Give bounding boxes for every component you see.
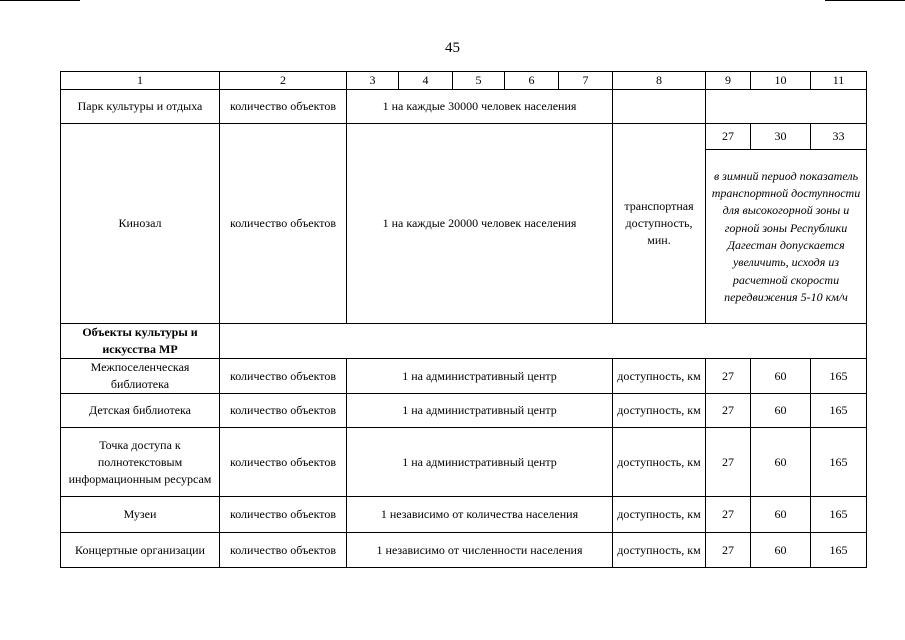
table-row — [61, 394, 867, 428]
row-name: Концертные организации — [61, 533, 220, 568]
row-norm: 1 на каждые 20000 человек населения — [347, 124, 613, 324]
column-header: 1 — [61, 72, 220, 90]
row-name: Точка доступа к полнотекстовым информационным ресурсам — [61, 428, 220, 497]
column-header: 3 — [347, 72, 399, 90]
empty-cell — [220, 324, 867, 359]
row-value-9: 27 — [706, 124, 751, 150]
row-value-9: 27 — [706, 428, 751, 497]
row-indicator: количество объектов — [220, 359, 347, 394]
row-indicator: количество объектов — [220, 394, 347, 428]
row-value-10: 60 — [751, 533, 811, 568]
row-value-9: 27 — [706, 497, 751, 533]
cinema-note-text: в зимний период показатель транспортной доступности для высокогорной зоны и горной зоны Республики Дагестан допускается увеличить, исходя из расчетной скорости передвижения 5-10 км/ч — [711, 168, 861, 304]
column-header: 11 — [811, 72, 867, 90]
column-header: 6 — [505, 72, 559, 90]
row-norm: 1 на административный центр — [347, 359, 613, 394]
row-access-label: доступность, км — [613, 428, 706, 497]
row-indicator: количество объектов — [220, 428, 347, 497]
row-indicator: количество объектов — [220, 124, 347, 324]
table-row — [61, 359, 867, 394]
row-indicator: количество объектов — [220, 533, 347, 568]
row-name: Межпоселенческая библиотека — [61, 359, 220, 394]
row-value-11: 33 — [811, 124, 867, 150]
page-number: 45 — [445, 40, 460, 56]
row-access-label: доступность, км — [613, 359, 706, 394]
cinema-note — [706, 150, 867, 324]
row-value-10: 60 — [751, 359, 811, 394]
column-header: 2 — [220, 72, 347, 90]
row-value-9: 27 — [706, 533, 751, 568]
row-name: Кинозал — [61, 124, 220, 324]
table-row — [61, 533, 867, 568]
empty-cell — [706, 90, 867, 124]
row-access-label: доступность, км — [613, 533, 706, 568]
table-row — [61, 90, 867, 124]
row-value-10: 60 — [751, 394, 811, 428]
row-norm: 1 на административный центр — [347, 394, 613, 428]
column-header: 4 — [399, 72, 453, 90]
table-row — [61, 428, 867, 497]
empty-cell — [613, 90, 706, 124]
row-access-label: доступность, км — [613, 394, 706, 428]
row-value-10: 60 — [751, 497, 811, 533]
row-norm: 1 на административный центр — [347, 428, 613, 497]
row-indicator: количество объектов — [220, 497, 347, 533]
row-value-10: 30 — [751, 124, 811, 150]
row-value-10: 60 — [751, 428, 811, 497]
row-value-9: 27 — [706, 359, 751, 394]
row-norm: 1 независимо от количества населения — [347, 497, 613, 533]
section-row — [61, 324, 867, 359]
row-value-11: 165 — [811, 497, 867, 533]
row-norm: 1 независимо от численности населения — [347, 533, 613, 568]
table-row — [61, 497, 867, 533]
top-rule-left — [0, 0, 80, 1]
section-title: Объекты культуры и искусства МР — [61, 324, 220, 359]
column-header: 5 — [453, 72, 505, 90]
column-header: 9 — [706, 72, 751, 90]
table-row — [61, 124, 867, 150]
row-access-label: транспортная доступность, мин. — [613, 124, 706, 324]
row-value-9: 27 — [706, 394, 751, 428]
column-header: 7 — [559, 72, 613, 90]
top-rule-right — [825, 0, 905, 1]
row-name: Парк культуры и отдыха — [61, 90, 220, 124]
row-value-11: 165 — [811, 359, 867, 394]
row-value-11: 165 — [811, 394, 867, 428]
row-name: Музеи — [61, 497, 220, 533]
norms-table — [60, 71, 867, 568]
header-row — [61, 72, 867, 90]
column-header: 10 — [751, 72, 811, 90]
column-header: 8 — [613, 72, 706, 90]
row-value-11: 165 — [811, 428, 867, 497]
row-value-11: 165 — [811, 533, 867, 568]
row-access-label: доступность, км — [613, 497, 706, 533]
row-name: Детская библиотека — [61, 394, 220, 428]
row-indicator: количество объектов — [220, 90, 347, 124]
row-norm: 1 на каждые 30000 человек населения — [347, 90, 613, 124]
